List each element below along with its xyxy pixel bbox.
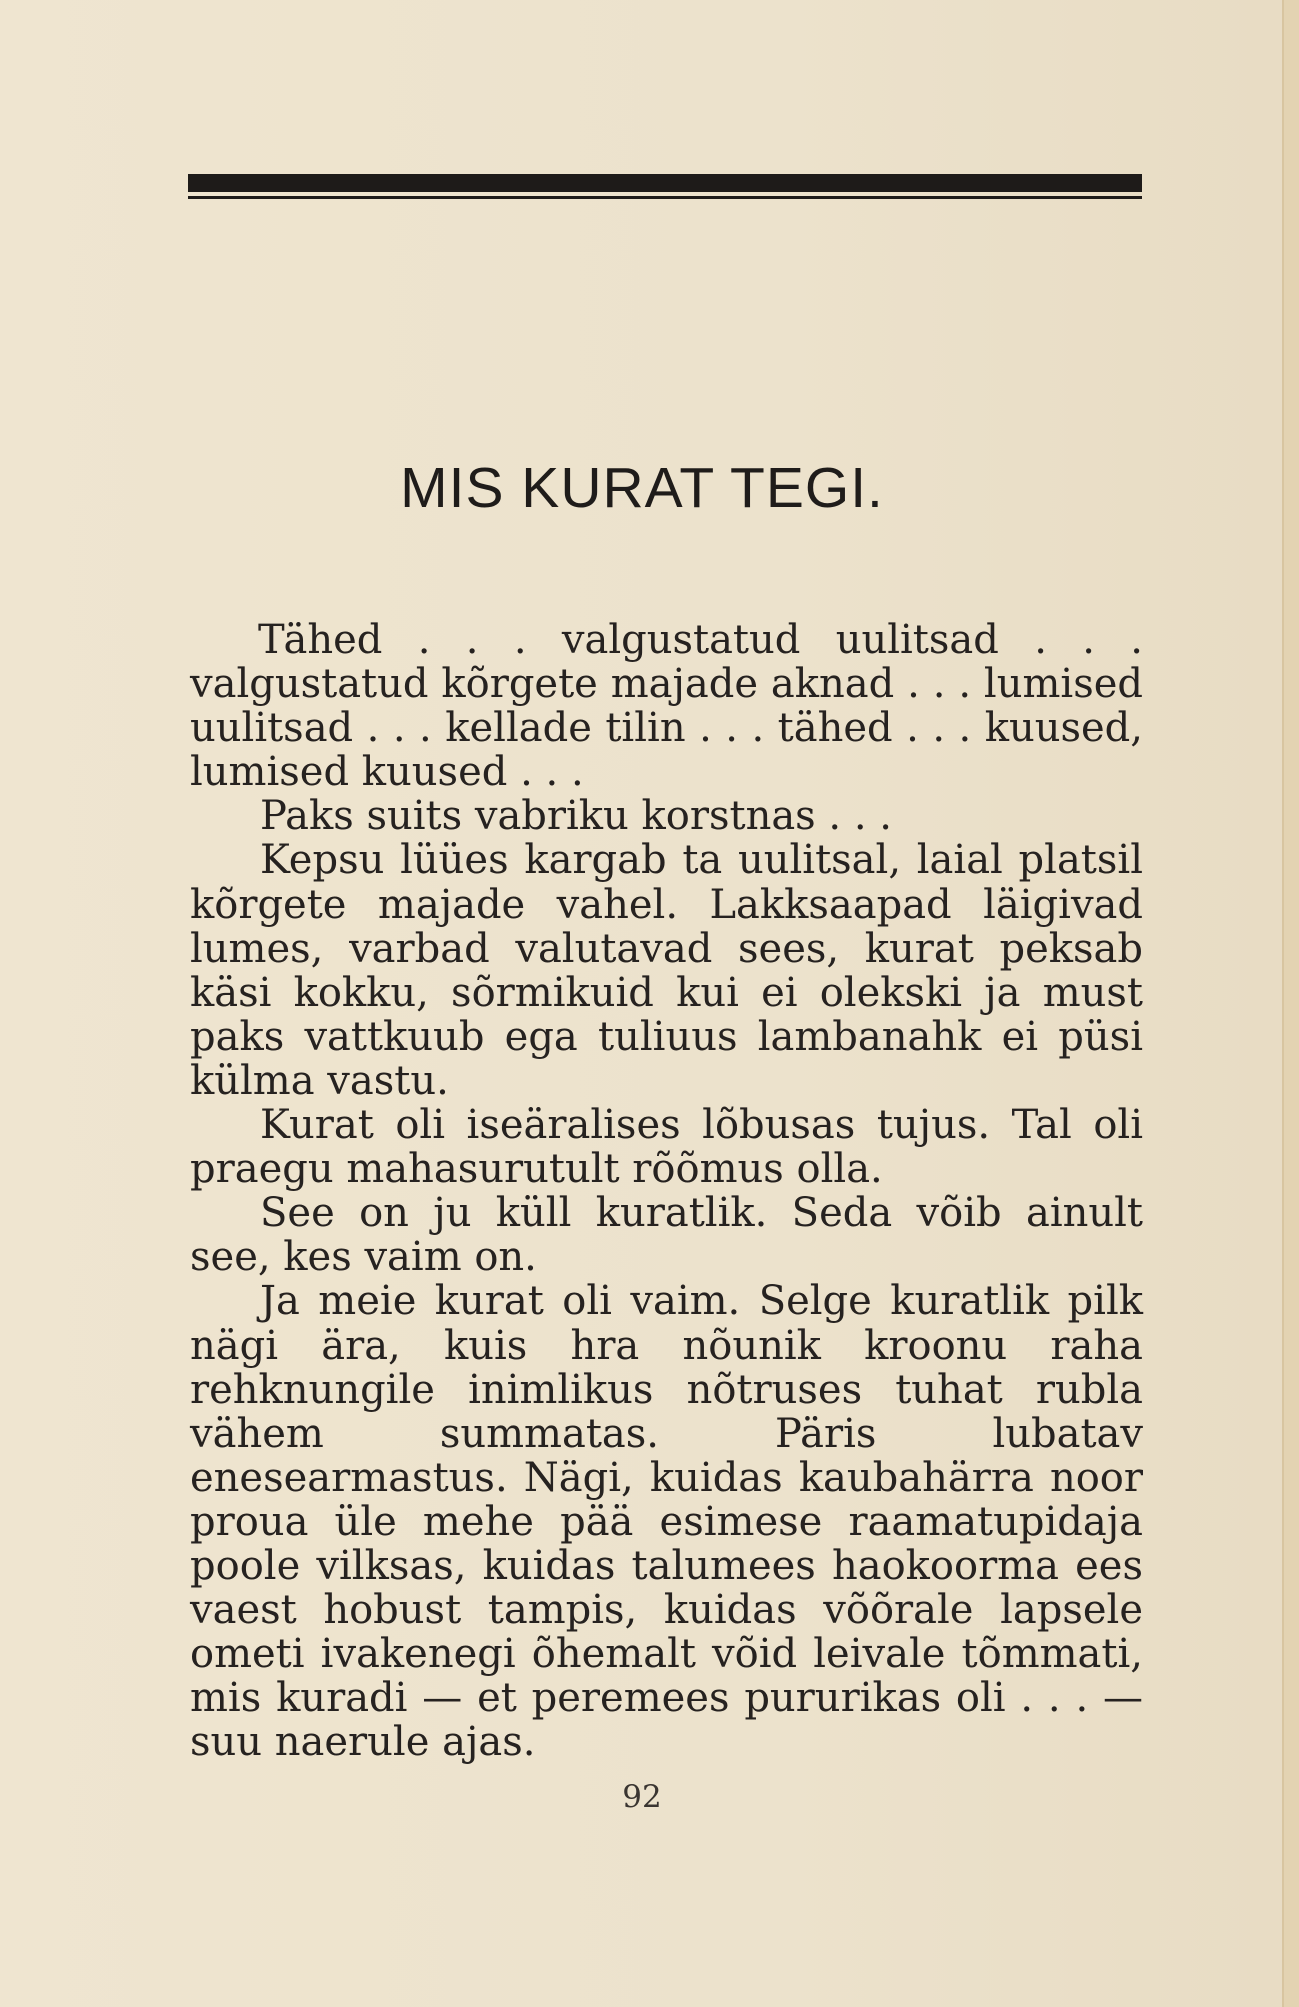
paragraph: Tähed . . . valgustatud uulitsad . . . valgustatud kõrgete majade aknad . . . lumised uulitsad . . . kellade tilin . . . tähed . . . kuused, lumised kuused . . . — [190, 617, 1143, 796]
paragraph: Kepsu lüües kargab ta uulitsal, laial platsil kõrgete majade vahel. Lakksaapad läigivad lumes, varbad valutavad sees, kurat peksab käsi kokku, sõrmikuid kui ei olekski ja must paks vattkuub ega tuliuus lambanahk ei püsi külma vastu. — [190, 837, 1143, 1104]
body-text — [190, 618, 1143, 1764]
paragraph: See on ju küll kuratlik. Seda võib ainult see, kes vaim on. — [190, 1190, 1143, 1281]
paragraph: Ja meie kurat oli vaim. Selge kuratlik pilk nägi ära, kuis hra nõunik kroonu raha rehknungile inimlikus nõtruses tuhat rubla vähem summatas. Päris lubatav enesearmastus. Nägi, kuidas kaubahärra noor proua üle mehe pää esimese raamatupidaja poole vilksas, kuidas talumees haokoorma ees vaest hobust tampis, kuidas võõrale lapsele ometi ivakenegi õhemalt võid leivale tõmmati, mis kuradi — et peremees pururikas oli . . . — suu naerule ajas. — [190, 1278, 1143, 1766]
paragraph: Paks suits vabriku korstnas . . . — [260, 793, 892, 840]
chapter-title: MIS KURAT TEGI. — [400, 456, 884, 520]
page-edge — [1282, 0, 1299, 2007]
header-rule-thick — [188, 174, 1142, 192]
header-rule-thin — [188, 196, 1142, 199]
paragraph: Kurat oli iseäralises lõbusas tujus. Tal oli praegu mahasurutult rõõmus olla. — [190, 1102, 1143, 1193]
page-number: 92 — [622, 1779, 662, 1815]
